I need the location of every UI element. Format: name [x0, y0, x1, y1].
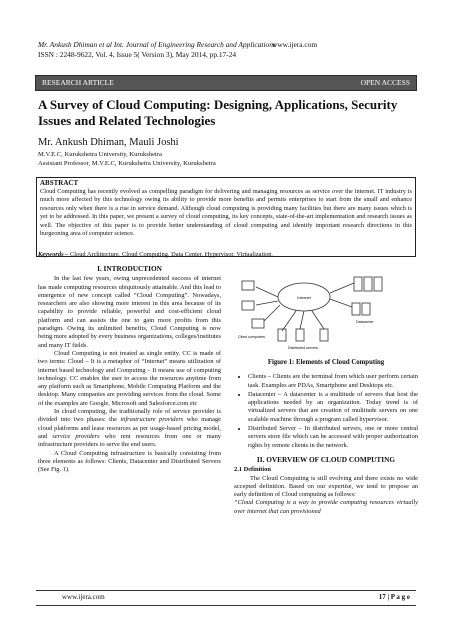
- keywords-text: Cloud Architecture, Cloud Computing, Data Center, Hypervisor, Virtualization,: [69, 251, 274, 258]
- affiliations: [38, 151, 216, 168]
- client-computer-icon: [242, 281, 254, 290]
- cloud-elements-diagram: [234, 265, 418, 359]
- client-computer-icon: [242, 301, 254, 310]
- affiliation-2: Assistant Professor, M.V.E.C, Kurukshetra University, Kurukshetra: [38, 159, 216, 167]
- client-computer-icon: [252, 319, 264, 328]
- server-icon: [352, 303, 360, 315]
- server-icon: [296, 329, 304, 341]
- intro-paragraph-4: A Cloud Computing infrastructure is basically consisting from three elements as follows: Clients, Datacenter and Distributed Servers (See Fig. 1).: [38, 449, 221, 474]
- abstract-box: [36, 177, 416, 257]
- list-item: • Clients – Clients are the terminal from which user perform certain task. Examples are PDAs, Smartphone and Desktops etc.: [248, 373, 418, 390]
- right-column: [234, 265, 418, 516]
- overview-heading: II. OVERVIEW OF CLOUD COMPUTING: [256, 454, 396, 464]
- abstract-heading: ABSTRACT: [40, 179, 79, 187]
- journal-site-link[interactable]: www.ijera.com: [272, 40, 318, 49]
- research-article-label: RESEARCH ARTICLE: [42, 78, 114, 87]
- definition-subheading: 2.1 Definition: [234, 466, 271, 474]
- clients-label: Client computers: [238, 335, 265, 339]
- internet-label: Internet: [297, 295, 311, 300]
- server-icon: [364, 277, 372, 291]
- paper-title: A Survey of Cloud Computing: Designing, Applications, Security Issues and Related Technologies: [38, 97, 398, 128]
- paper-authors: Mr. Ankush Dhiman, Mauli Joshi: [38, 137, 179, 148]
- keywords-label: Keywords –: [38, 251, 69, 258]
- keywords-line: [38, 251, 418, 258]
- abstract-text: Cloud Computing has recently evolved as compelling paradigm for delivering and managing resources as service over the internet. IT industry is much more affected by this technology owing its ability to provide more benefits and permits enterprises to start from the small and enhance resources only when there is a rise in service demand. Although cloud computing is providing many facilities but there are many issues which is yet to be addressed. In this paper, we present a survey of cloud computing, its key concepts, state-of-the-art implementation and research issues as well. The objective of this paper is to provide better understanding of cloud computing and identify important research directions in this burgeoning area of computer science.: [40, 188, 412, 238]
- server-icon: [320, 329, 328, 341]
- intro-paragraph-2: Cloud Computing is not treated as single entity. CC is made of two terms: Cloud – It is a metaphor of “Internet” means utilization of internet based technology and Computing – It means use of computing technology. CC enables the user to access the resources anytime from any platform such as Smartphone, Mobile Computing Platform and the desktop. Many companies are providing services from the cloud. Some of the examples are Google, Microsoft and Salesforce.com etc: [38, 349, 221, 407]
- definition-paragraph: The Cloud Computing is still evolving and there exists no wide accepted definition. Based on our expertise, we tend to propose an early definition of Cloud computing as follows:: [234, 474, 418, 499]
- figure-caption: Figure 1: Elements of Cloud Computing: [267, 359, 385, 366]
- citation-line-2: ISSN : 2248-9622, Vol. 4, Issue 5( Version 3), May 2014, pp.17-24: [38, 50, 237, 59]
- page-number: 17 | P a g e: [378, 593, 410, 601]
- citation-line-1: Mr. Ankush Dhiman et al Int. Journal of Engineering Research and Applications: [38, 40, 276, 49]
- intro-paragraph-3: In cloud computing, the traditionally role of service provider is divided into two phases: the infrastructure providers who manage cloud platforms and lease resources as per usage-based pricing model, and service providers who rent resources from one or many infrastructure providers to serve the end users.: [38, 408, 221, 449]
- server-icon: [354, 277, 362, 291]
- article-type-band: [36, 76, 416, 90]
- page-footer: [36, 590, 416, 606]
- datacenter-label: Datacenter: [356, 320, 374, 324]
- definition-quote: “Cloud Computing is a way to provide computing resources virtually over internet that can provisioned: [234, 499, 418, 515]
- intro-heading: I. INTRODUCTION: [97, 264, 162, 273]
- distributed-label: Distributed servers: [288, 346, 318, 350]
- intro-paragraph-1: In the last few years, owing unprecedented success of internet has made computing resources ubiquitously attainable. And this lead to emergence of new concept called “Cloud Computing”. Nowadays, researchers are also showing more interest in this area because of its capability to provide reliable, powerful and cost-efficient cloud platform and can assists the one to gain more profits from this paradigm. Owing its unlimited benefits, Cloud Computing is now being more adopted by every business organizations, colleges/institutes and many IT fields.: [38, 275, 221, 349]
- elements-list: [234, 373, 418, 450]
- open-access-label: OPEN ACCESS: [360, 78, 410, 87]
- figure-1: [234, 265, 418, 359]
- list-item: • Distributed Server – In distributed servers, one or more central servers store file which can be accessed with proper authorization rights by remote clients in the network.: [248, 425, 418, 450]
- server-icon: [362, 303, 370, 315]
- running-header: [38, 40, 418, 60]
- list-item: • Datacenter – A datacenter is a multitude of servers that host the applications needed by an organization. Today trend is of virtualized servers that are creation of multitude servers on one scalable machine through a program called hypervisor.: [248, 391, 418, 424]
- left-column: [38, 265, 221, 474]
- footer-site-link[interactable]: www.ijera.com: [62, 593, 105, 601]
- affiliation-1: M.V.E.C, Kurukshetra University, Kurukshetra: [38, 151, 162, 158]
- server-icon: [374, 277, 382, 291]
